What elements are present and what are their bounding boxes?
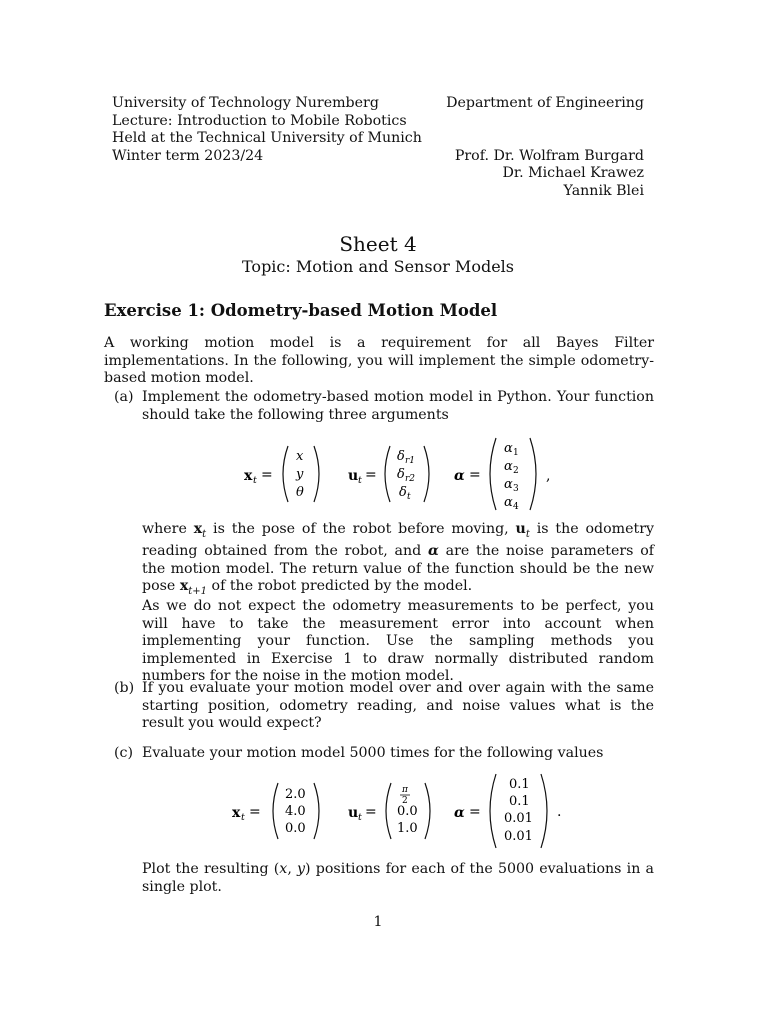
svg-text:α: α [504,477,513,492]
svg-text:t: t [253,475,257,486]
svg-text:=: = [365,804,377,820]
alpha-value-4: 0.01 [504,829,533,844]
svg-text:2: 2 [513,466,519,476]
item-c-plot-text: Plot the resulting (x, y) positions for each of the 5000 evaluations in a single plot. [142,861,654,895]
svg-text:δ: δ [397,449,405,464]
paren-left [386,783,391,839]
svg-text:2: 2 [402,796,408,806]
svg-text:α: α [504,459,513,474]
eq-x-symbol: x [244,468,253,484]
svg-text:δ: δ [399,485,407,500]
u-value-1-numerator: π [402,785,408,795]
paren-right [541,774,547,848]
sheet-topic: Topic: Motion and Sensor Models [242,257,514,276]
svg-text:.: . [557,804,562,820]
paren-left [385,446,390,502]
equation-values [228,772,578,854]
svg-text:r2: r2 [405,474,416,484]
svg-text:r1: r1 [405,456,416,466]
svg-text:α: α [454,805,465,821]
item-b-text: If you evaluate your motion model over and over again with the same starting position, odometry reading, and noise values what is the result you would expect? [142,680,654,731]
item-c-text: Evaluate your motion model 5000 times for the following values [142,745,604,761]
svg-text:θ: θ [296,485,304,500]
paren-right [424,446,429,502]
svg-text:t: t [358,475,362,486]
header-institution [112,95,422,165]
paren-left [283,446,288,502]
equation-arguments [238,436,568,516]
eq-alpha-symbol: α [454,468,465,484]
header-department: Department of Engineering [446,95,644,111]
header-lecture: Lecture: Introduction to Mobile Robotics [112,112,407,129]
header-staff-2: Dr. Michael Krawez [502,165,644,181]
svg-text:t: t [241,812,245,823]
item-a-label: (a) [114,389,134,405]
u-value-2: 0.0 [397,804,418,819]
item-a-where-text: where $x_t$ is the pose of the robot before moving, $u_t$ is the odometry reading obtained from the robot, and α are the noise parameters of the motion model. The return value of the function should be the new pose $x_{t+1}$ of the robot predicted by the model. [142,521,654,598]
x-value-1: 2.0 [285,787,306,802]
svg-text:δ: δ [397,467,405,482]
svg-text:=: = [469,804,481,820]
paren-left [273,783,278,839]
svg-text:u: u [348,805,359,821]
x-value-3: 0.0 [285,821,306,836]
svg-text:=: = [469,467,481,483]
header-staff [446,95,644,200]
svg-text:=: = [365,467,377,483]
svg-text:4: 4 [513,502,519,512]
paren-right [314,783,319,839]
item-b-label: (b) [114,680,135,696]
page-number: 1 [373,914,383,930]
svg-text:α: α [504,495,513,510]
svg-text:=: = [249,804,261,820]
item-a-noise-text: As we do not expect the odometry measurements to be perfect, you will have to take the measurement error into account when implementing your function. Use the sampling methods you implemented in Exercise 1 to draw normally distributed random numbers for the noise in the motion model. [142,598,654,684]
svg-text:x: x [296,449,304,464]
svg-text:y: y [296,467,304,482]
header-university: University of Technology Nuremberg [112,95,379,111]
paren-right [530,438,536,510]
equation-values-svg [228,772,578,850]
svg-text:α: α [504,441,513,456]
paren-left [490,774,496,848]
alpha-value-1: 0.1 [509,777,530,792]
eq-u-symbol: u [348,468,359,484]
svg-text:=: = [261,467,273,483]
svg-text:t: t [358,812,362,823]
paren-left [490,438,496,510]
paren-right [425,783,430,839]
svg-text:1: 1 [513,448,519,458]
header-staff-3: Yannik Blei [563,182,644,199]
equation-arguments-svg [238,436,568,512]
alpha-value-3: 0.01 [504,811,533,826]
alpha-value-2: 0.1 [509,794,530,809]
header-held-at: Held at the Technical University of Munich [112,130,422,146]
header-staff-1: Prof. Dr. Wolfram Burgard [454,147,644,164]
u-value-3: 1.0 [397,821,418,836]
exercise-title: Exercise 1: Odometry-based Motion Model [104,301,498,320]
svg-text:3: 3 [513,484,519,494]
exercise-intro: A working motion model is a requirement for all Bayes Filter implementations. In the following, you will implement the simple odometry-based motion model. [104,335,654,386]
svg-text:t: t [407,492,411,502]
header-term: Winter term 2023/24 [112,147,264,164]
svg-text:,: , [546,468,551,484]
svg-text:x: x [232,805,241,821]
item-a-text: Implement the odometry-based motion model in Python. Your function should take the following three arguments [142,389,654,423]
item-c-label: (c) [114,745,134,761]
paren-right [314,446,319,502]
x-value-2: 4.0 [285,804,306,819]
sheet-title: Sheet 4 [339,232,417,256]
